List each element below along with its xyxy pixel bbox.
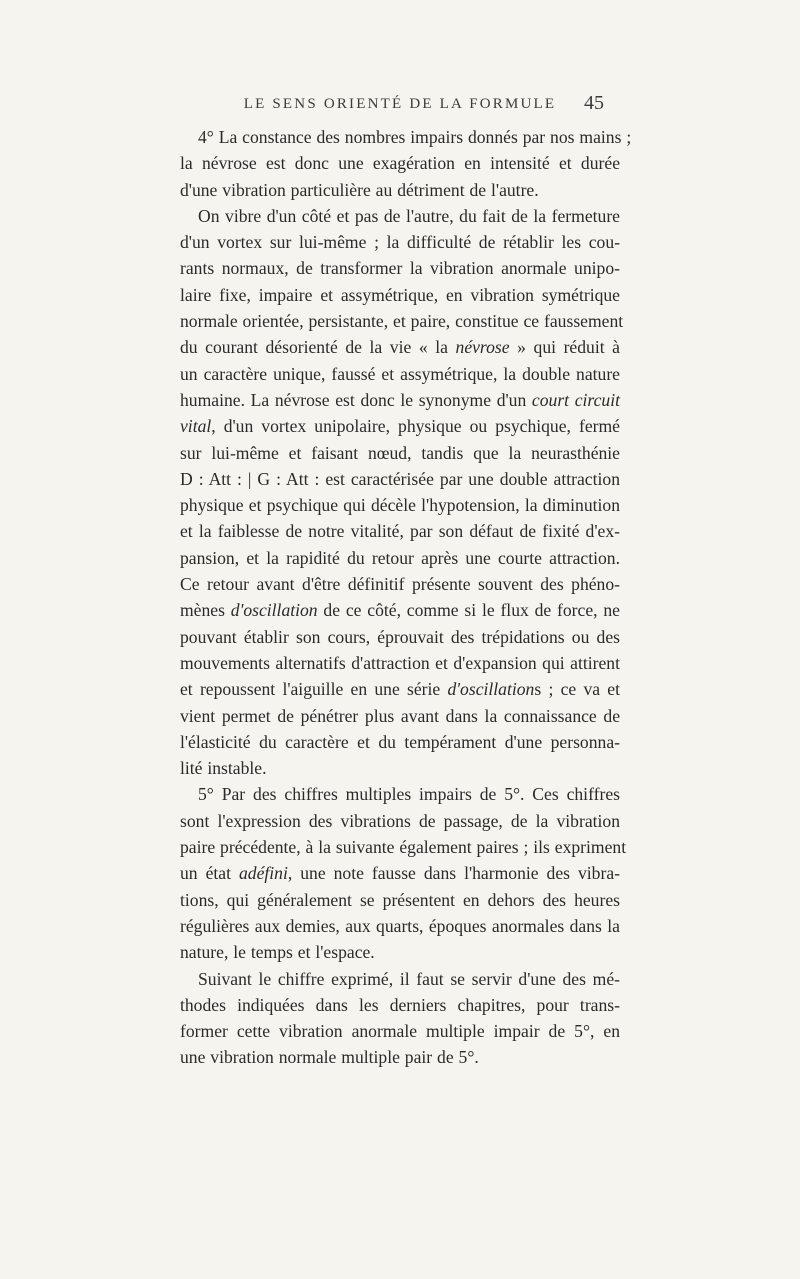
text-line: vital, d'un vortex unipolaire, physique ou psychique, fermé: [180, 416, 620, 437]
text-line: lité instable.: [180, 758, 267, 779]
paragraph: [180, 203, 624, 782]
text-line: un état adéfini, une note fausse dans l'harmonie des vibra-: [180, 863, 620, 884]
text-line: mouvements alternatifs d'attraction et d'expansion qui attirent: [180, 652, 620, 673]
text-line: et la faiblesse de notre vitalité, par son défaut de fixité d'ex-: [180, 521, 620, 542]
text-line: la névrose est donc une exagération en intensité et durée: [180, 153, 620, 174]
text-line: un caractère unique, faussé et assymétrique, la double nature: [180, 363, 620, 384]
text-line: régulières aux demies, aux quarts, époques anormales dans la: [180, 915, 620, 936]
text-line: 5° Par des chiffres multiples impairs de 5°. Ces chiffres: [198, 784, 620, 805]
text-line: thodes indiquées dans les derniers chapitres, pour trans-: [180, 994, 620, 1015]
text-line: pansion, et la rapidité du retour après une courte attraction.: [180, 547, 620, 568]
running-head: LE SENS ORIENTÉ DE LA FORMULE: [243, 96, 557, 112]
text-line: 4° La constance des nombres impairs donnés par nos mains ;: [198, 127, 632, 147]
text-line: former cette vibration anormale multiple impair de 5°, en: [180, 1021, 620, 1042]
text-line: laire fixe, impaire et assymétrique, en vibration symétrique: [180, 284, 620, 305]
text-line: d'un vortex sur lui-même ; la difficulté de rétablir les cou-: [180, 232, 620, 253]
text-line: paire précédente, à la suivante également paires ; ils expriment: [180, 837, 627, 858]
paragraph: [180, 781, 627, 965]
text-line: normale orientée, persistante, et paire, constitue ce faussement: [180, 311, 624, 332]
text-line: On vibre d'un côté et pas de l'autre, du fait de la fermeture: [198, 205, 620, 226]
paragraph: [180, 124, 632, 203]
text-line: pouvant établir son cours, éprouvait des trépidations ou des: [180, 626, 620, 647]
text-line: d'une vibration particulière au détriment de l'autre.: [180, 179, 539, 200]
text-line: D : Att : | G : Att : est caractérisée par une double attraction: [180, 468, 620, 489]
text-line: tions, qui généralement se présentent en dehors des heures: [180, 889, 620, 910]
paragraph: [180, 966, 620, 1071]
body-text: [180, 124, 632, 1071]
text-line: nature, le temps et l'espace.: [180, 942, 375, 963]
text-line: rants normaux, de transformer la vibration anormale unipo-: [180, 258, 620, 279]
page-number: 45: [584, 92, 604, 114]
text-line: mènes d'oscillation de ce côté, comme si le flux de force, ne: [180, 600, 620, 621]
text-line: sont l'expression des vibrations de passage, de la vibration: [180, 810, 620, 831]
text-line: sur lui-même et faisant nœud, tandis que la neurasthénie: [180, 442, 620, 463]
text-line: l'élasticité du caractère et du tempérament d'une personna-: [180, 731, 620, 752]
text-line: du courant désorienté de la vie « la névrose » qui réduit à: [180, 337, 620, 358]
text-line: une vibration normale multiple pair de 5°.: [180, 1047, 479, 1068]
text-line: physique et psychique qui décèle l'hypotension, la diminution: [180, 495, 620, 516]
text-line: vient permet de pénétrer plus avant dans la connaissance de: [180, 705, 620, 726]
text-line: Suivant le chiffre exprimé, il faut se servir d'une des mé-: [198, 968, 620, 989]
text-line: et repoussent l'aiguille en une série d'oscillations ; ce va et: [180, 679, 620, 700]
text-line: humaine. La névrose est donc le synonyme d'un court circuit: [180, 389, 620, 410]
text-line: Ce retour avant d'être définitif présente souvent des phéno-: [180, 574, 620, 595]
